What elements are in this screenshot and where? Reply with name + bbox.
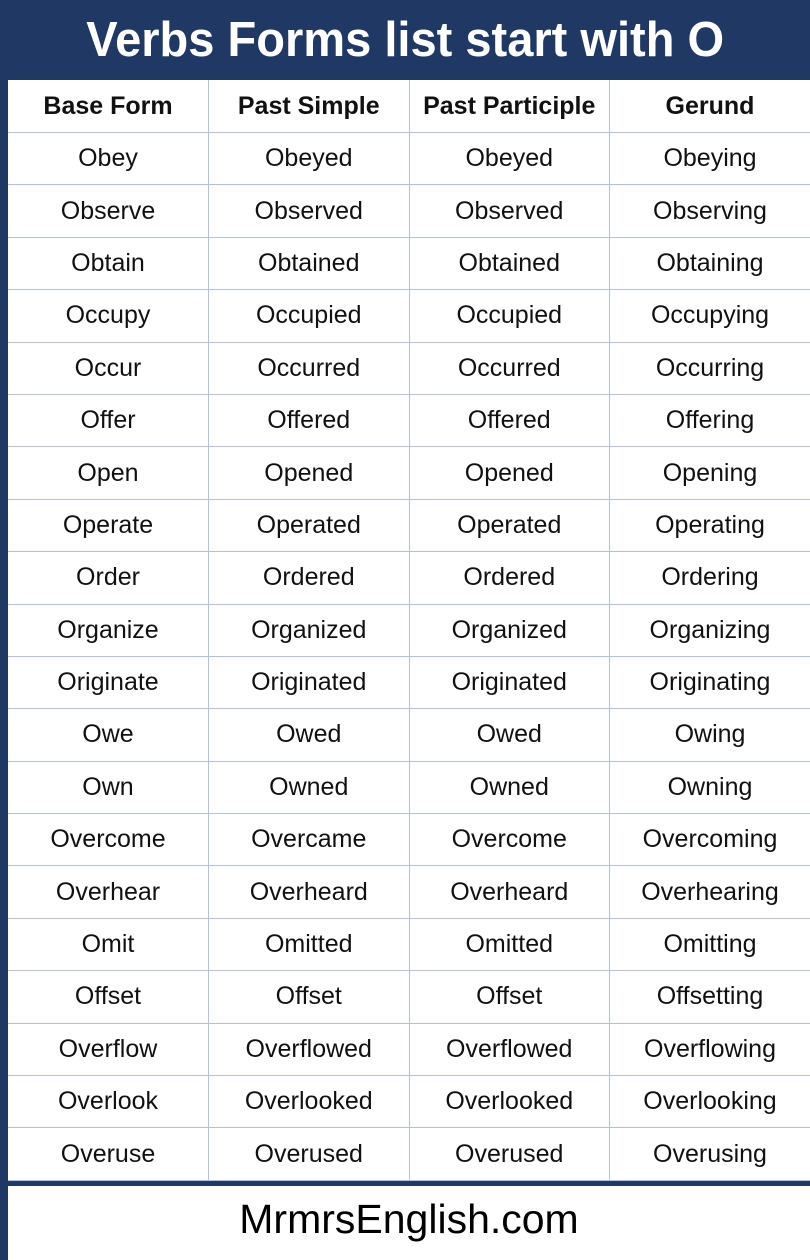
cell-base-form: Overlook (8, 1076, 209, 1128)
table-row (8, 604, 810, 656)
cell-gerund: Owing (610, 709, 810, 761)
cell-past-simple: Offset (209, 971, 410, 1023)
cell-past-simple: Obtained (209, 237, 410, 289)
cell-past-participle: Omitted (409, 918, 610, 970)
cell-past-participle: Obeyed (409, 133, 610, 185)
cell-past-participle: Observed (409, 185, 610, 237)
verb-table-container (8, 80, 810, 1181)
cell-gerund: Obeying (610, 133, 810, 185)
cell-past-simple: Originated (209, 656, 410, 708)
page-title: Verbs Forms list start with O (86, 12, 724, 67)
header-gerund: Gerund (610, 80, 810, 133)
cell-past-simple: Overheard (209, 866, 410, 918)
cell-gerund: Omitting (610, 918, 810, 970)
title-banner (4, 0, 806, 80)
cell-base-form: Owe (8, 709, 209, 761)
cell-base-form: Occupy (8, 290, 209, 342)
cell-past-participle: Operated (409, 499, 610, 551)
table-row (8, 133, 810, 185)
verb-forms-table (8, 80, 810, 1181)
cell-base-form: Open (8, 447, 209, 499)
cell-past-participle: Overflowed (409, 1023, 610, 1075)
cell-past-simple: Occupied (209, 290, 410, 342)
footer (8, 1186, 810, 1260)
cell-past-simple: Operated (209, 499, 410, 551)
cell-past-simple: Occurred (209, 342, 410, 394)
cell-gerund: Owning (610, 761, 810, 813)
cell-past-participle: Owned (409, 761, 610, 813)
table-row (8, 761, 810, 813)
cell-gerund: Ordering (610, 552, 810, 604)
cell-base-form: Obtain (8, 237, 209, 289)
cell-gerund: Observing (610, 185, 810, 237)
cell-gerund: Offering (610, 394, 810, 446)
cell-gerund: Organizing (610, 604, 810, 656)
cell-past-participle: Offered (409, 394, 610, 446)
cell-past-simple: Overlooked (209, 1076, 410, 1128)
cell-past-participle: Obtained (409, 237, 610, 289)
cell-base-form: Obey (8, 133, 209, 185)
table-header-row (8, 80, 810, 133)
cell-base-form: Omit (8, 918, 209, 970)
table-body (8, 133, 810, 1181)
header-past-simple: Past Simple (209, 80, 410, 133)
cell-base-form: Originate (8, 656, 209, 708)
cell-gerund: Overhearing (610, 866, 810, 918)
cell-past-participle: Originated (409, 656, 610, 708)
table-row (8, 394, 810, 446)
table-row (8, 709, 810, 761)
cell-past-simple: Overused (209, 1128, 410, 1180)
table-row (8, 1023, 810, 1075)
cell-past-participle: Owed (409, 709, 610, 761)
cell-past-participle: Organized (409, 604, 610, 656)
cell-gerund: Offsetting (610, 971, 810, 1023)
cell-base-form: Overflow (8, 1023, 209, 1075)
cell-base-form: Own (8, 761, 209, 813)
cell-past-participle: Offset (409, 971, 610, 1023)
cell-past-participle: Overcome (409, 814, 610, 866)
cell-past-simple: Obeyed (209, 133, 410, 185)
table-row (8, 342, 810, 394)
cell-past-participle: Opened (409, 447, 610, 499)
cell-past-simple: Overcame (209, 814, 410, 866)
cell-past-simple: Owed (209, 709, 410, 761)
header-base-form: Base Form (8, 80, 209, 133)
table-row (8, 499, 810, 551)
cell-base-form: Overhear (8, 866, 209, 918)
cell-gerund: Opening (610, 447, 810, 499)
table-row (8, 185, 810, 237)
cell-base-form: Order (8, 552, 209, 604)
cell-past-simple: Organized (209, 604, 410, 656)
table-row (8, 814, 810, 866)
cell-past-participle: Overused (409, 1128, 610, 1180)
cell-gerund: Occurring (610, 342, 810, 394)
cell-past-simple: Owned (209, 761, 410, 813)
table-row (8, 866, 810, 918)
table-row (8, 918, 810, 970)
cell-base-form: Observe (8, 185, 209, 237)
cell-past-simple: Overflowed (209, 1023, 410, 1075)
cell-gerund: Overflowing (610, 1023, 810, 1075)
cell-gerund: Overusing (610, 1128, 810, 1180)
table-row (8, 1128, 810, 1180)
cell-base-form: Operate (8, 499, 209, 551)
cell-base-form: Occur (8, 342, 209, 394)
cell-gerund: Overlooking (610, 1076, 810, 1128)
cell-base-form: Overcome (8, 814, 209, 866)
header-past-participle: Past Participle (409, 80, 610, 133)
table-row (8, 1076, 810, 1128)
cell-base-form: Overuse (8, 1128, 209, 1180)
cell-past-simple: Observed (209, 185, 410, 237)
table-row (8, 237, 810, 289)
cell-past-participle: Ordered (409, 552, 610, 604)
cell-past-simple: Omitted (209, 918, 410, 970)
cell-past-participle: Overheard (409, 866, 610, 918)
cell-gerund: Overcoming (610, 814, 810, 866)
table-row (8, 447, 810, 499)
cell-past-participle: Occurred (409, 342, 610, 394)
table-row (8, 552, 810, 604)
site-name: MrmrsEnglish.com (239, 1195, 579, 1242)
cell-base-form: Offer (8, 394, 209, 446)
table-row (8, 290, 810, 342)
cell-past-simple: Opened (209, 447, 410, 499)
cell-past-participle: Overlooked (409, 1076, 610, 1128)
cell-base-form: Organize (8, 604, 209, 656)
table-row (8, 971, 810, 1023)
cell-gerund: Originating (610, 656, 810, 708)
cell-past-simple: Ordered (209, 552, 410, 604)
table-row (8, 656, 810, 708)
cell-past-participle: Occupied (409, 290, 610, 342)
cell-gerund: Occupying (610, 290, 810, 342)
cell-gerund: Operating (610, 499, 810, 551)
cell-past-simple: Offered (209, 394, 410, 446)
cell-gerund: Obtaining (610, 237, 810, 289)
cell-base-form: Offset (8, 971, 209, 1023)
